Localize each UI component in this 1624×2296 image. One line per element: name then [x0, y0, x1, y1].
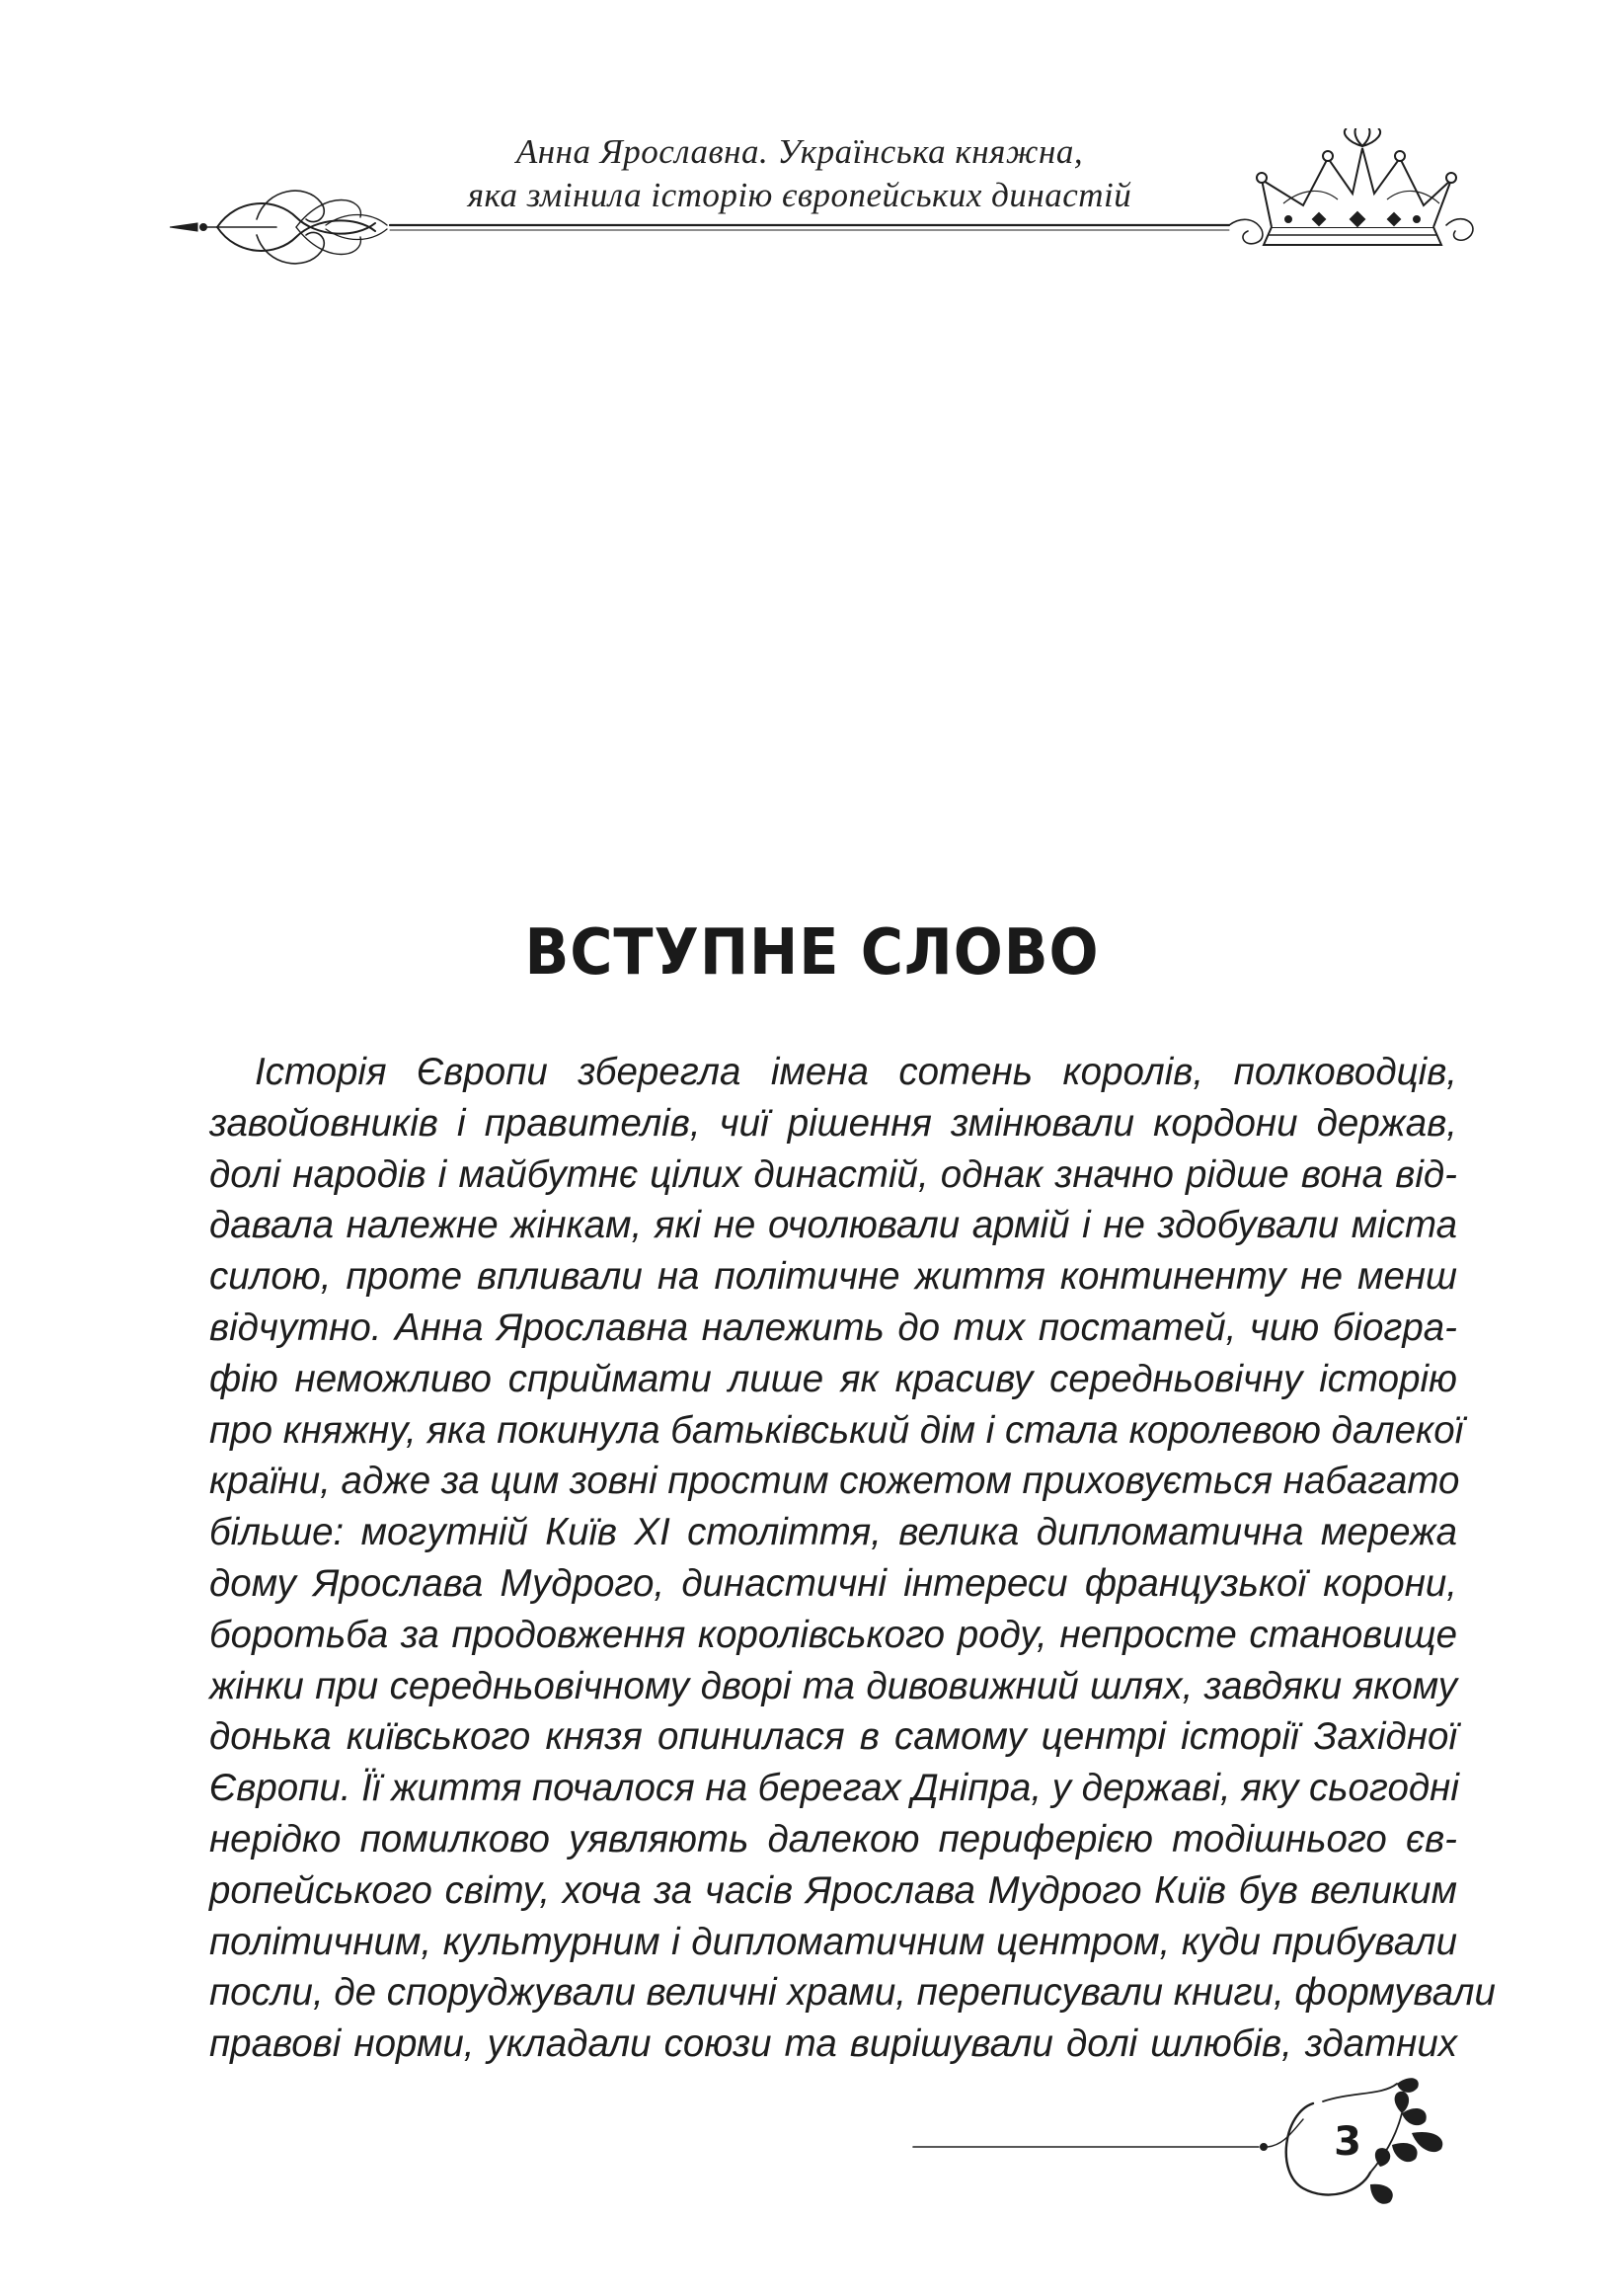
page-number: 3: [1334, 2119, 1361, 2165]
body-line: долі народів і майбутнє цілих династій, однак значно рідше вона від-: [209, 1152, 1457, 1196]
body-line: посли, де споруджували величні храми, переписували книги, формували: [209, 1971, 1496, 2015]
body-line: нерідко помилково уявляють далекою периферією тодішнього єв-: [209, 1817, 1457, 1861]
body-line: про княжну, яка покинула батьківський дім і стала королевою далекої: [209, 1408, 1464, 1452]
body-line: боротьба за продовження королівського роду, непросте становище: [209, 1613, 1457, 1656]
header-title-line-2: яка змінила історію європейських династій: [467, 176, 1132, 214]
body-line: давала належне жінкам, які не очолювали армій і не здобували міста: [209, 1204, 1457, 1247]
body-line: ропейського світу, хоча за часів Ярослава Мудрого Київ був великим: [209, 1868, 1457, 1912]
body-line: донька київського князя опинилася в самому центрі історії Західної: [209, 1715, 1457, 1759]
body-line: країни, адже за цим зовні простим сюжетом приховується набагато: [209, 1460, 1460, 1503]
body-text: [209, 1047, 1496, 2070]
body-line: політичним, культурним і дипломатичним центром, куди прибували: [209, 1920, 1457, 1963]
leaf-flourish-icon: [1370, 2078, 1442, 2204]
header-title-line-1: Анна Ярославна. Українська княжна,: [515, 132, 1084, 171]
body-line: завойовників і правителів, чиї рішення змінювали кордони держав,: [209, 1101, 1457, 1145]
running-header: [355, 130, 1244, 217]
body-line: фію неможливо сприймати лише як красиву середньовічну історію: [209, 1357, 1457, 1400]
body-line: силою, проте впливали на політичне життя континенту не менш: [209, 1255, 1457, 1299]
body-line: жінки при середньовічному дворі та дивовижний шлях, завдяки якому: [209, 1664, 1457, 1707]
body-line: більше: могутній Київ XI століття, велика дипломатична мережа: [209, 1511, 1457, 1554]
body-line: відчутно. Анна Ярославна належить до тих постатей, чию біогра-: [209, 1306, 1457, 1349]
footer-ornament: [889, 2074, 1481, 2212]
body-line: дому Ярослава Мудрого, династичні інтереси французької корони,: [209, 1561, 1457, 1605]
body-line: Історія Європи зберегла імена сотень королів, полководців,: [255, 1051, 1457, 1093]
crown-icon: [1257, 128, 1456, 245]
chapter-heading: ВСТУПНЕ СЛОВО: [524, 916, 1100, 990]
body-line: Європи. Її життя почалося на берегах Дніпра, у державі, яку сьогодні: [209, 1767, 1459, 1810]
body-line: правові норми, укладали союзи та вирішували долі шлюбів, здатних: [209, 2022, 1457, 2066]
